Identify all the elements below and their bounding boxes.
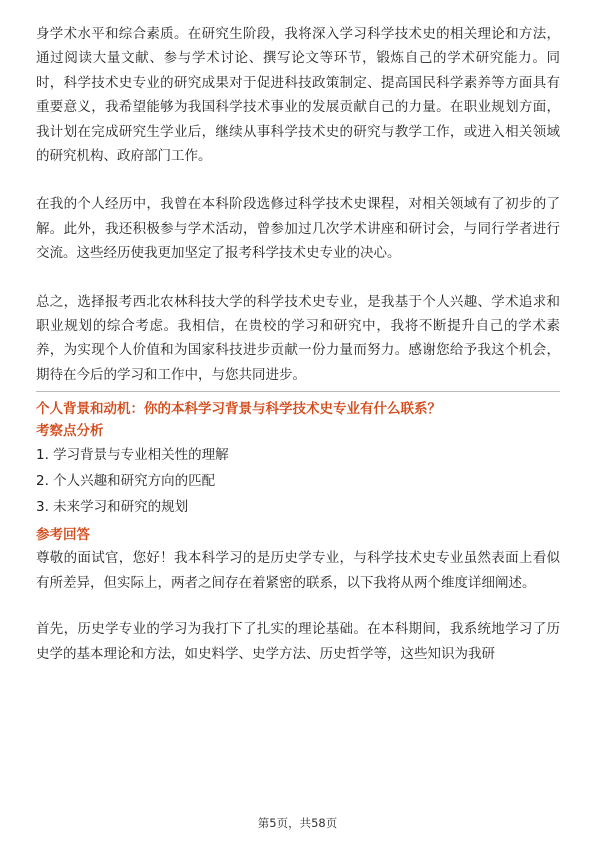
analysis-label: 考察点分析: [36, 423, 104, 440]
answer-paragraph-intro: 尊敬的面试官，您好！我本科学习的是历史学专业，与科学技术史专业虽然表面上看似有所差异，但实际上，两者之间存在着紧密的联系，以下我将从两个维度详细阐述。: [36, 550, 560, 591]
paragraph-conclusion: 总之，选择报考西北农林科技大学的科学技术史专业，是我基于个人兴趣、学术追求和职业规划的综合考虑。我相信，在贵校的学习和研究中，我将不断提升自己的学术素养，为实现个人价值和为国家科技进步贡献一份力量而努力。感谢您给予我这个机会，期待在今后的学习和工作中，与您共同进步。: [36, 293, 560, 383]
answer-label: 参考回答: [36, 527, 90, 544]
analysis-list: [36, 442, 560, 520]
page-number-footer: 第5页，共58页: [257, 816, 338, 830]
list-item: 2. 个人兴趣和研究方向的匹配: [36, 473, 216, 490]
list-item: 1. 学习背景与专业相关性的理解: [36, 447, 229, 464]
list-item: 3. 未来学习和研究的规划: [36, 499, 189, 516]
page-content: [36, 22, 560, 666]
section-divider: [36, 391, 560, 392]
paragraph-career-plan: 身学术水平和综合素质。在研究生阶段，我将深入学习科学技术史的相关理论和方法，通过阅读大量文献、参与学术讨论、撰写论文等环节，锻炼自己的学术研究能力。同时，科学技术史专业的研究成果对于促进科技政策制定、提高国民科学素养等方面具有重要意义，我希望能够为我国科学技术事业的发展贡献自己的力量。在职业规划方面，我计划在完成研究生学业后，继续从事科学技术史的研究与教学工作，或进入相关领域的研究机构、政府部门工作。: [36, 26, 560, 165]
question-heading: 个人背景和动机：你的本科学习背景与科学技术史专业有什么联系？: [36, 401, 441, 418]
paragraph-personal-experience: 在我的个人经历中，我曾在本科阶段选修过科学技术史课程，对相关领域有了初步的了解。此外，我还积极参与学术活动，曾参加过几次学术讲座和研讨会，与同行学者进行交流。这些经历使我更加坚定了报考科学技术史专业的决心。: [36, 196, 560, 262]
answer-paragraph-first: 首先，历史学专业的学习为我打下了扎实的理论基础。在本科期间，我系统地学习了历史学的基本理论和方法，如史料学、史学方法、历史哲学等，这些知识为我研: [36, 621, 560, 662]
